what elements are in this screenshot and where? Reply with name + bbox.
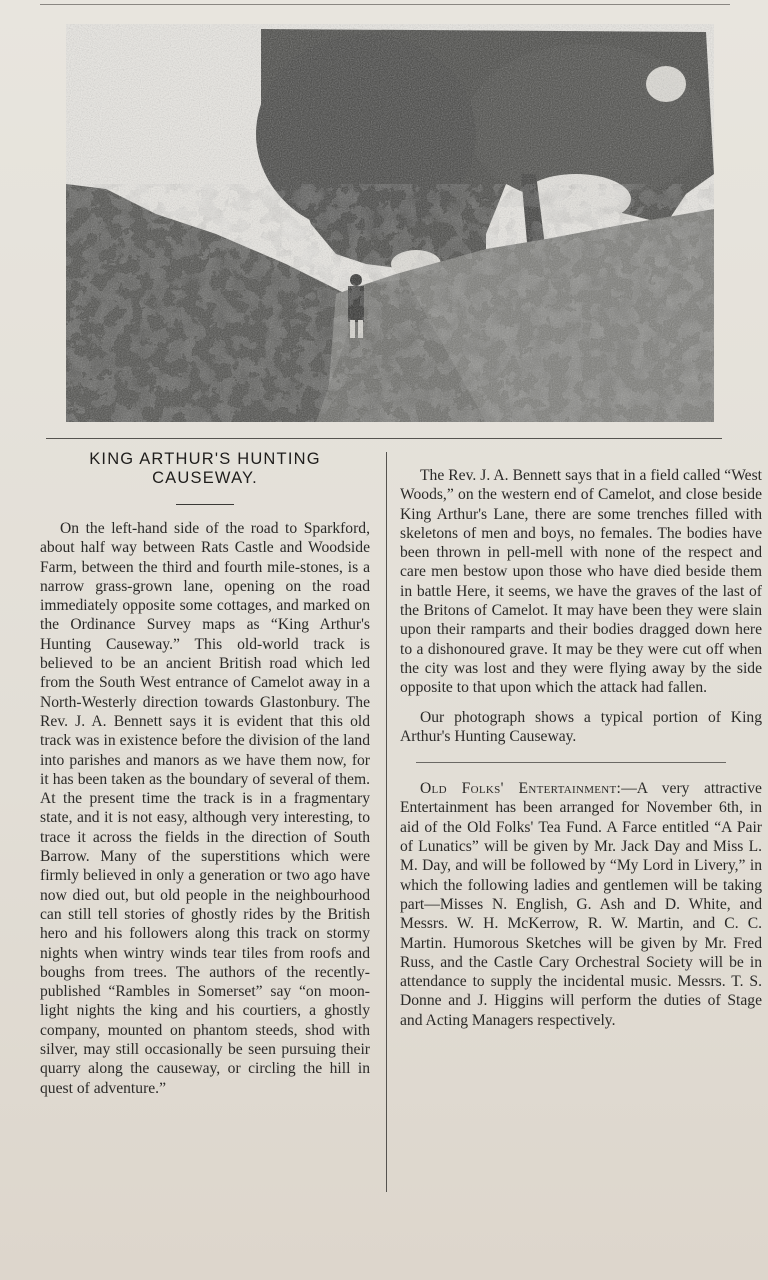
article-paragraph: The Rev. J. A. Bennett says that in a field called “West Woods,” on the western end of Camelot, and close beside King Arthur's Lane, there are some trenches filled with skeletons of men and boys, no females. The bodies have been thrown in pell-mell with none of the respect and care men bestow upon those who have died beside them in battle Here, it seems, we have the graves of the last of the Britons of Camelot. It may have been they were slain upon their ramparts and their bodies dragged down here to a dishonoured grave. It may be they were cut off when the city was lost and they were flying away by the side opposite to that upon which the attack had fallen. <box>400 467 762 697</box>
article-title-line2: CAUSEWAY. <box>152 469 258 487</box>
notice-paragraph <box>400 779 762 1030</box>
top-rule <box>40 4 730 5</box>
article-paragraph: On the left-hand side of the road to Sparkford, about half way between Rats Castle and Woodside Farm, between the third and fourth mile-stones, is a narrow grass-grown lane, opening on the road immediately opposite some cottages, and marked on the Ordinance Survey maps as “King Arthur's Hunting Causeway.” This old-world track is believed to be an ancient British road which led from the South West entrance of Camelot away in a North-Westerly direction towards Glastonbury. The Rev. J. A. Bennett says it is evident that this old track was in existence before the division of the land into parishes and manors as we have them now, for it has been taken as the boundary of several of them. At the present time the track is in a fragmentary state, and it is not easy, although very interesting, to trace it across the fields in the direction of South Barrow. Many of the superstitions which were firmly believed in only a generation or two ago have now died out, but old people in the neighbourhood can still tell stories of ghostly rides by the British hero and his followers along this track on stormy nights when wintry winds tear tiles from roofs and boughs from trees. The authors of the recently-published “Rambles in Somerset” say “on moon-light nights the king and his courtiers, a ghostly company, mounted on phantom steeds, shod with silver, may still occasionally be seen pursuing their quarry along the causeway, or circling the hill in quest of adventure.” <box>40 520 370 1097</box>
article-title <box>40 446 370 488</box>
article-title-line1: KING ARTHUR'S HUNTING <box>89 450 321 468</box>
left-column <box>40 446 370 1098</box>
article-photograph <box>66 24 714 422</box>
column-divider <box>386 452 387 1192</box>
title-rule <box>176 504 234 505</box>
notice-heading: Old Folks' Entertainment: <box>420 780 622 798</box>
photo-illustration <box>66 24 714 422</box>
article-paragraph: Our photograph shows a typical portion of King Arthur's Hunting Causeway. <box>400 708 762 745</box>
header-rule <box>46 438 722 439</box>
section-rule <box>416 762 726 763</box>
notice-text: —A very attractive Entertainment has been arranged for November 6th, in aid of the Old Folks' Tea Fund. A Farce entitled “A Pair of Lunatics” will be given by Mr. Jack Day and Miss L. M. Day, and will be followed by “My Lord in Livery,” in which the following ladies and gentlemen will be taking part—Misses N. English, G. Ash and D. White, and Messrs. W. H. McKerrow, R. W. Martin, and C. C. Martin. Humorous Sketches will be given by Mr. Fred Russ, and the Castle Cary Orchestral Society will be in attendance to supply the incidental music. Messrs. T. S. Donne and J. Higgins will perform the duties of Stage and Acting Managers respectively. <box>400 780 762 1029</box>
right-column <box>400 466 762 1030</box>
